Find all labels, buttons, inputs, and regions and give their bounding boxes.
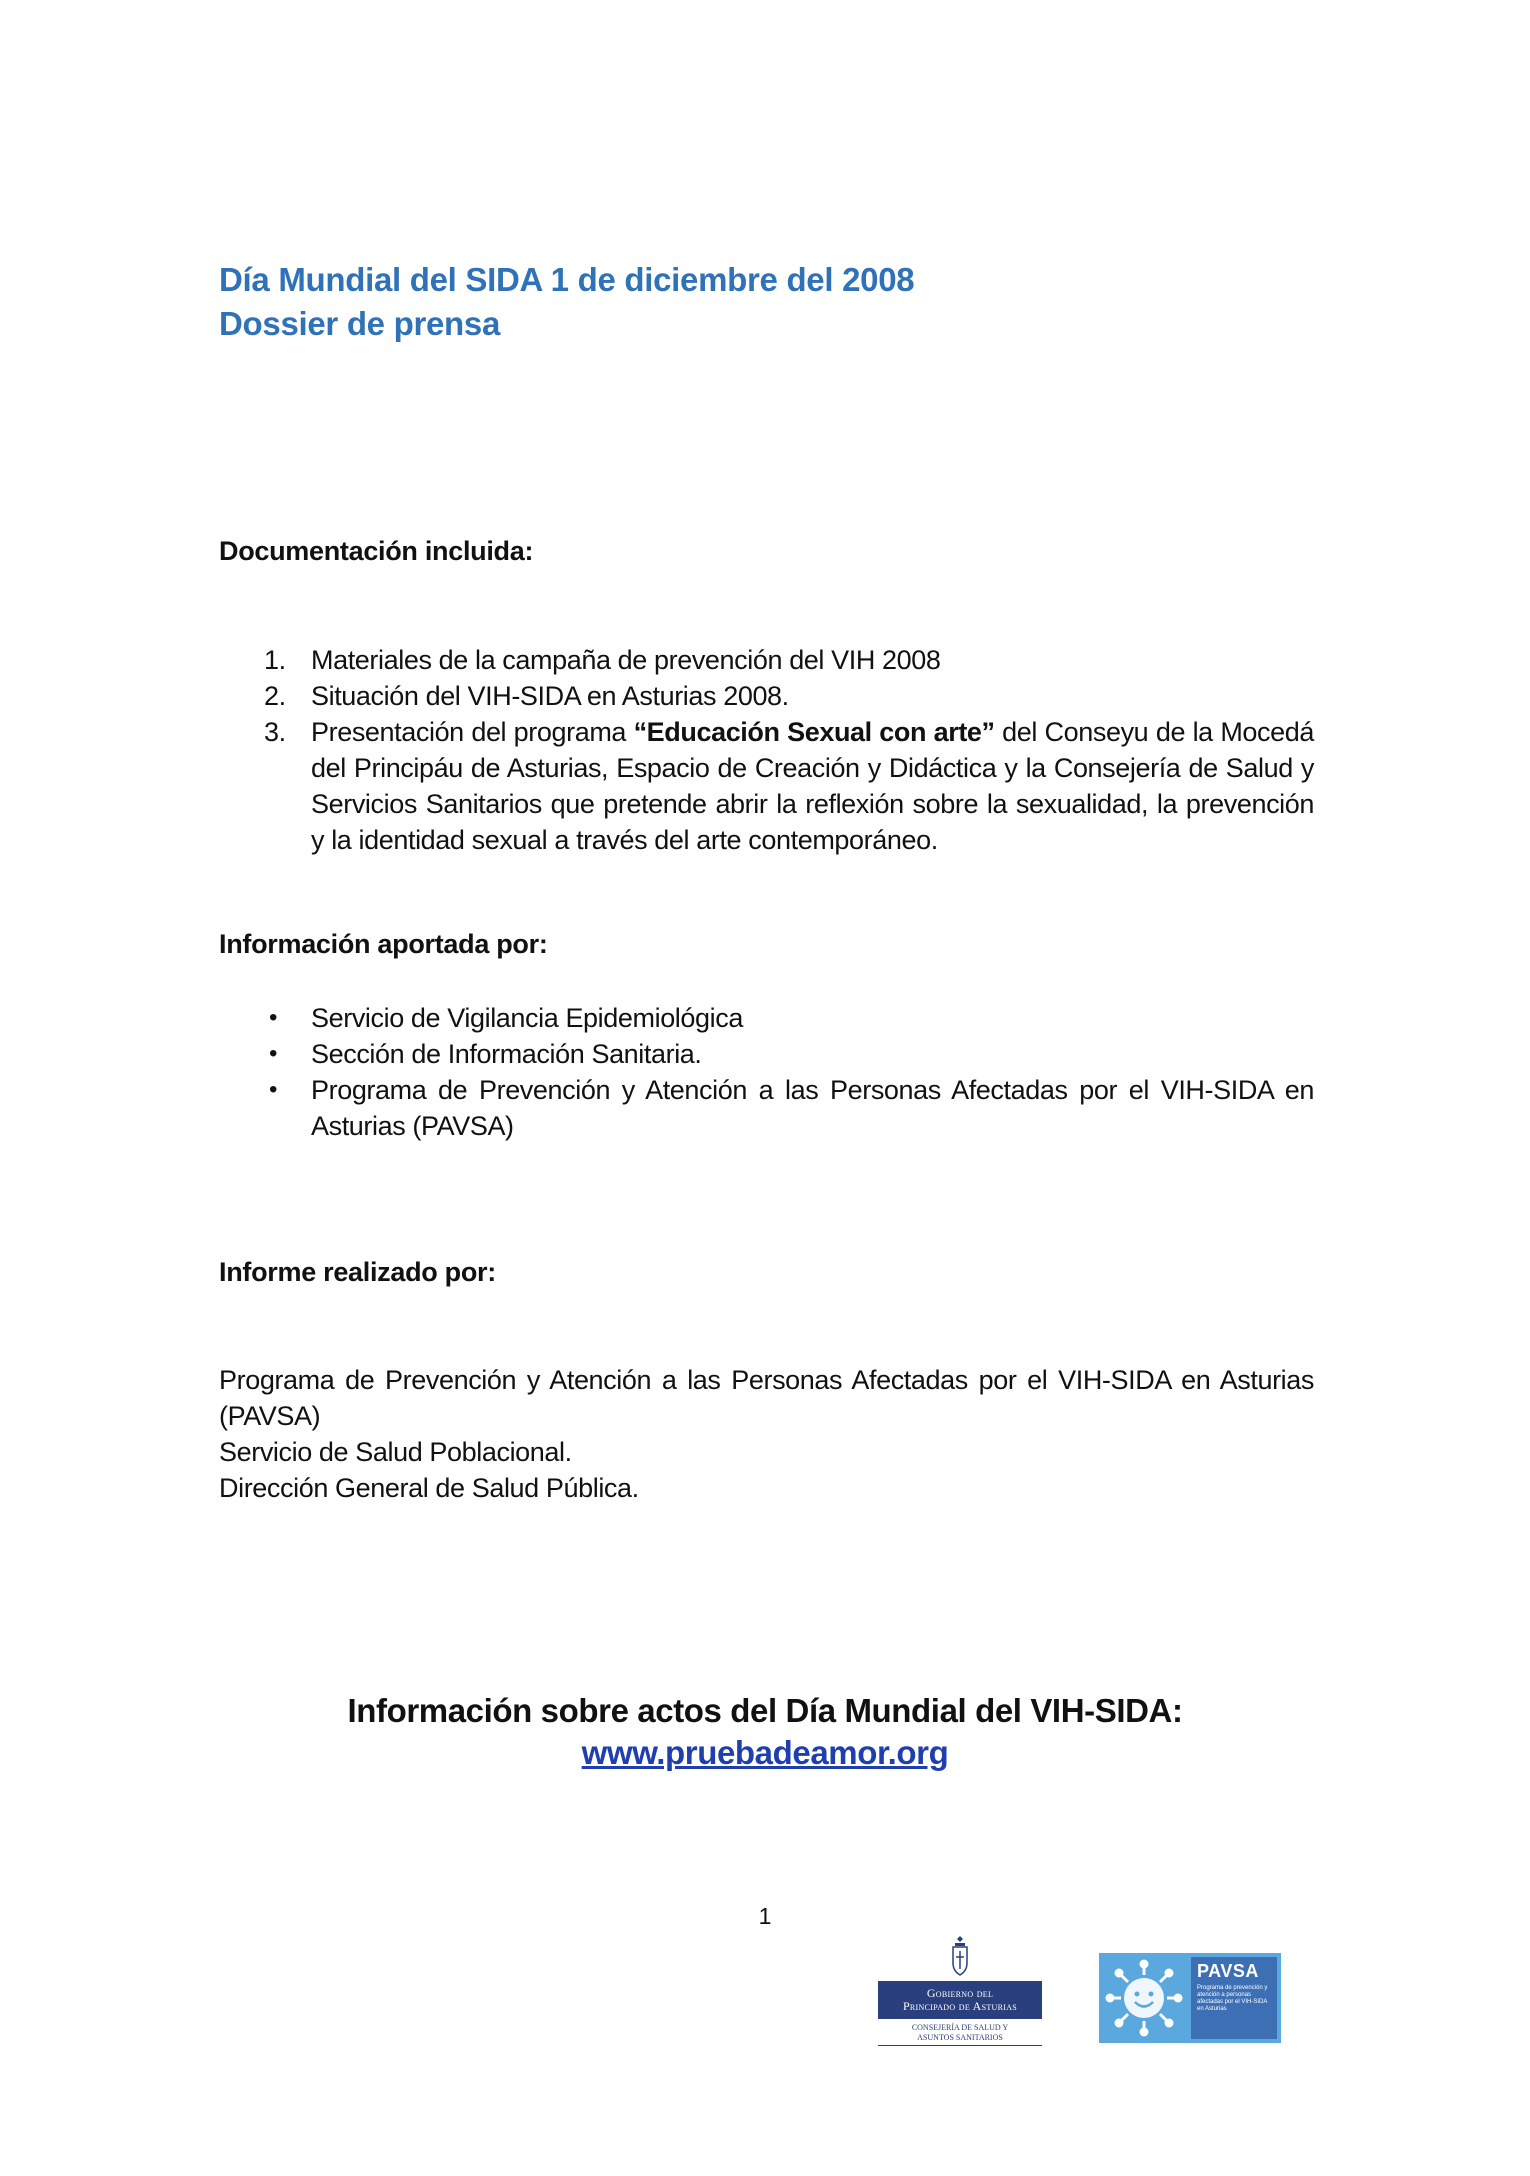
footer-info-text: Información sobre actos del Día Mundial del VIH-SIDA: — [347, 1692, 1183, 1729]
list-item-text: Servicio de Vigilancia Epidemiológica — [311, 1003, 743, 1033]
documentacion-list — [219, 642, 1314, 858]
bullet-marker: • — [269, 1040, 278, 1067]
gobierno-asturias-logo — [878, 1935, 1042, 2047]
list-marker: 2. — [264, 681, 286, 711]
pavsa-title: PAVSA — [1197, 1961, 1259, 1981]
informe-line: Programa de Prevención y Atención a las Personas Afectadas por el VIH-SIDA en Asturias (PAVSA) — [219, 1365, 1314, 1431]
list-item-text: Programa de Prevención y Atención a las Personas Afectadas por el VIH-SIDA en Asturias (PAVSA) — [311, 1075, 1314, 1141]
heading-informacion: Información aportada por: — [219, 929, 548, 959]
pavsa-subtitle: Programa de prevención y atención a personas afectadas por el VIH-SIDA en Asturias — [1197, 1985, 1268, 2012]
list-item-text-after: del Conseyu de la Mocedá del Principáu de Asturias, Espacio de Creación y Didáctica y la Consejería de Salud y Servicios Sanitarios que pretende abrir la reflexión sobre la sexualidad, la prevención y la identidad sexual a través del arte contemporáneo. — [311, 717, 1314, 855]
list-item — [219, 1072, 1314, 1144]
bullet-marker: • — [269, 1004, 278, 1031]
gov-logo-subtitle — [878, 2023, 1042, 2046]
list-item-text: Materiales de la campaña de prevención del VIH 2008 — [311, 645, 941, 675]
informe-line: Dirección General de Salud Pública. — [219, 1473, 639, 1503]
list-item — [219, 678, 1314, 714]
informacion-list — [219, 1000, 1314, 1144]
gov-sub-line1: CONSEJERÍA DE SALUD Y — [911, 2023, 1009, 2032]
gov-logo-box — [878, 1981, 1042, 2019]
heading-informe: Informe realizado por: — [219, 1257, 496, 1287]
title-line-1: Día Mundial del SIDA 1 de diciembre del 2008 — [219, 261, 915, 298]
crest-icon — [950, 1935, 970, 1977]
pavsa-logo — [1099, 1953, 1281, 2043]
gov-sub-line2: ASUNTOS SANITARIOS — [917, 2033, 1003, 2042]
website-link[interactable]: www.pruebadeamor.org — [581, 1734, 949, 1771]
page-number: 1 — [758, 1903, 772, 1929]
list-marker: 1. — [264, 645, 286, 675]
program-name: “Educación Sexual con arte” — [633, 717, 995, 747]
gov-logo-line2: Principado de Asturias — [902, 1999, 1018, 2013]
footer-info — [0, 1690, 1530, 1774]
list-item — [219, 642, 1314, 678]
list-item-text: Sección de Información Sanitaria. — [311, 1039, 702, 1069]
smiley-sun-icon — [1103, 1957, 1185, 2039]
list-item-text: Situación del VIH-SIDA en Asturias 2008. — [311, 681, 789, 711]
pavsa-text-area — [1191, 1957, 1277, 2039]
gov-logo-line1: Gobierno del — [926, 1986, 994, 2000]
title-line-2: Dossier de prensa — [219, 305, 501, 342]
heading-documentacion: Documentación incluida: — [219, 536, 534, 566]
list-item-text-before: Presentación del programa — [311, 717, 634, 747]
list-item — [219, 1000, 1314, 1036]
bullet-marker: • — [269, 1076, 278, 1103]
list-marker: 3. — [264, 717, 286, 747]
informe-line: Servicio de Salud Poblacional. — [219, 1437, 572, 1467]
document-title — [219, 258, 914, 346]
informe-text — [219, 1362, 1314, 1506]
list-item — [219, 1036, 1314, 1072]
list-item — [219, 714, 1314, 858]
